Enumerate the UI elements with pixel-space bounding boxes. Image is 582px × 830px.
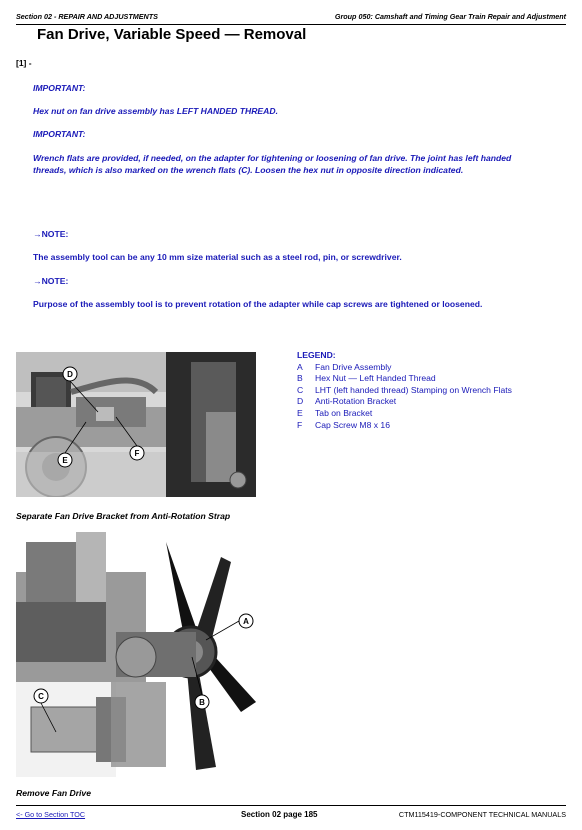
header-group: Group 050: Camshaft and Timing Gear Train Repair and Adjustment: [334, 12, 566, 21]
callout-e: [58, 453, 72, 467]
callout-a: [239, 614, 253, 628]
go-to-section-toc-link[interactable]: <- Go to Section TOC: [16, 810, 86, 819]
important-text-2: Wrench flats are provided, if needed, on the adapter for tightening or loosening of fan drive. The joint has left handed threads, which is also marked on the wrench flats (C). Loosen the hex nut in opposite direction indicated.: [33, 153, 512, 175]
header-section: Section 02 - REPAIR AND ADJUSTMENTS: [16, 12, 158, 21]
svg-text:A: A: [243, 617, 249, 626]
svg-text:C: C: [38, 692, 44, 701]
figure-caption-2: Remove Fan Drive: [16, 788, 91, 798]
callout-b: [195, 695, 209, 709]
note-text-1: The assembly tool can be any 10 mm size material such as a steel rod, pin, or screwdriver.: [33, 252, 402, 262]
page-title: Fan Drive, Variable Speed — Removal: [37, 26, 307, 43]
callout-c: [34, 689, 48, 703]
legend-item: A Fan Drive Assembly: [297, 361, 392, 372]
svg-text:B: B: [199, 698, 205, 707]
step-number: [1] -: [16, 58, 32, 68]
svg-text:F: F: [134, 449, 140, 458]
header-divider: [16, 24, 566, 25]
important-label-1: IMPORTANT:: [33, 83, 86, 93]
fan-drive-bracket-figure: [16, 352, 256, 497]
remove-fan-drive-figure: [16, 532, 260, 777]
footer-page: Section 02 page 185: [241, 810, 318, 819]
footer-divider: [16, 805, 566, 806]
legend-item: F Cap Screw M8 x 16: [297, 419, 390, 430]
figure-caption-1: Separate Fan Drive Bracket from Anti-Rotation Strap: [16, 511, 231, 521]
legend-title: LEGEND:: [297, 350, 336, 360]
footer-toc: [16, 810, 85, 819]
callout-d: [63, 367, 77, 381]
legend-item: C LHT (left handed thread) Stamping on Wrench Flats: [297, 384, 512, 395]
important-text-1: Hex nut on fan drive assembly has LEFT HANDED THREAD.: [33, 106, 278, 116]
svg-text:E: E: [62, 456, 68, 465]
legend-item: D Anti-Rotation Bracket: [297, 396, 397, 407]
note-text-2: Purpose of the assembly tool is to prevent rotation of the adapter while cap screws are tightened or loosened.: [33, 299, 483, 309]
important-label-2: IMPORTANT:: [33, 129, 86, 139]
callout-f: [130, 446, 144, 460]
legend-item: B Hex Nut — Left Handed Thread: [297, 373, 436, 384]
footer-manual: CTM115419-COMPONENT TECHNICAL MANUALS: [398, 810, 566, 819]
legend-item: E Tab on Bracket: [297, 407, 373, 418]
note-label-1: →NOTE:: [33, 229, 69, 239]
page-header: [16, 12, 566, 24]
svg-text:D: D: [67, 370, 73, 379]
note-label-2: →NOTE:: [33, 276, 69, 286]
legend: [297, 350, 512, 431]
